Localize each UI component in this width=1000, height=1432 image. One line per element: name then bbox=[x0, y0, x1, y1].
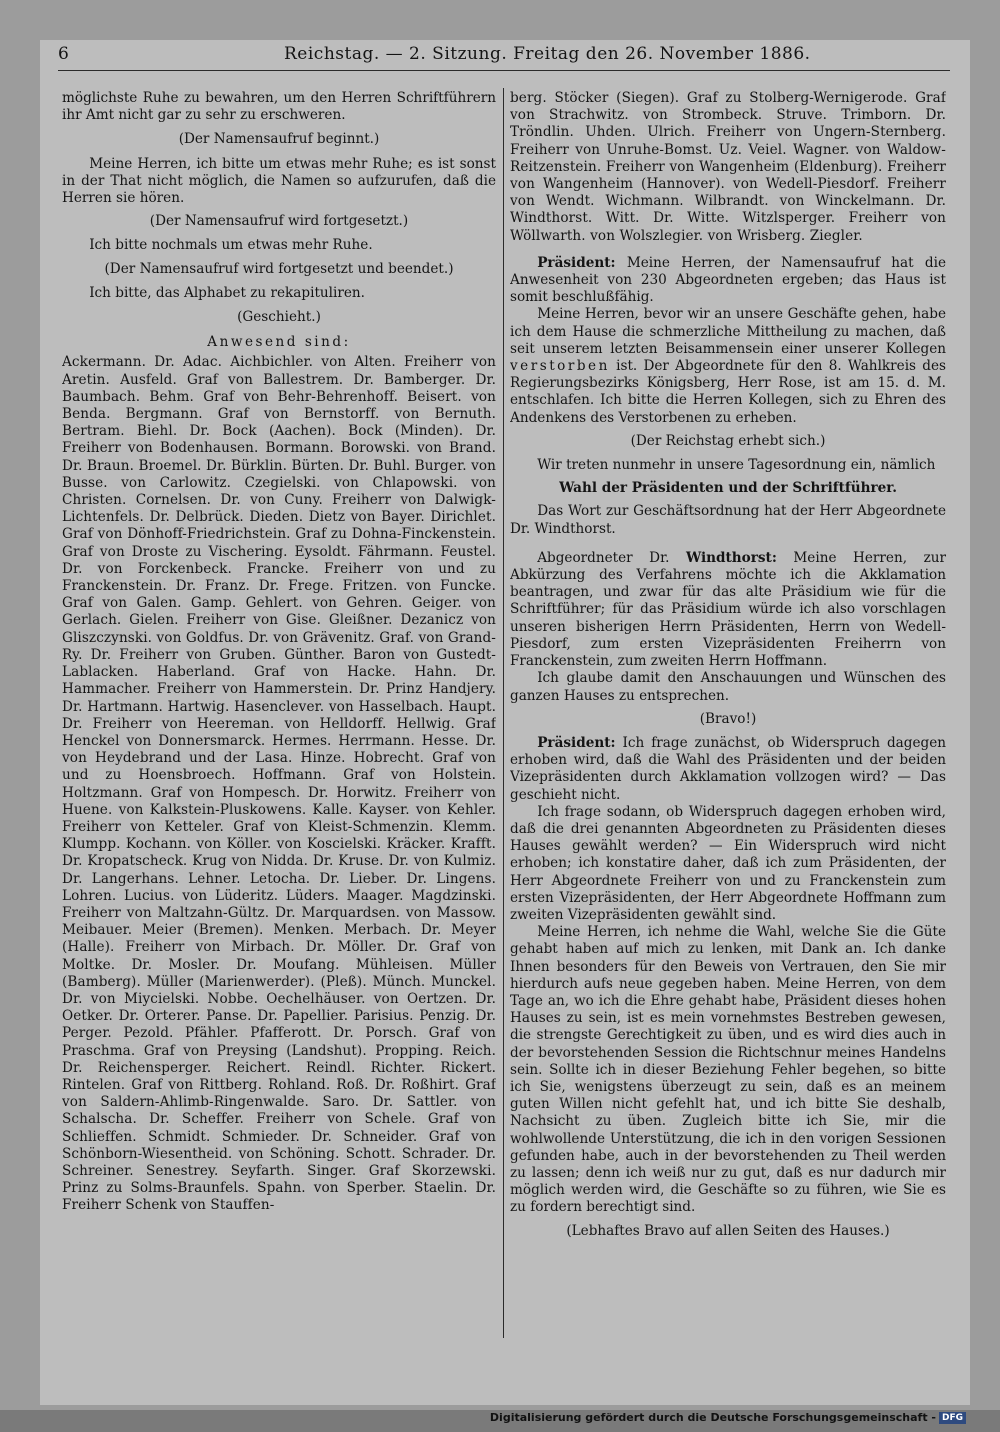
speech-text: Abgeordneter Dr. bbox=[537, 549, 686, 566]
column-divider bbox=[503, 88, 504, 1338]
speech-text: Meine Herren, bevor wir an unsere Geschäfte gehen, habe ich dem Hause die schmerzliche Mittheilung zu machen, daß seit unserem letzten Beisammensein einer unserer Kollegen bbox=[510, 306, 946, 357]
digitization-credit bbox=[490, 1411, 966, 1424]
header-rule bbox=[58, 70, 950, 71]
paragraph: Meine Herren, ich bitte um etwas mehr Ruhe; es ist sonst in der That nicht möglich, die Namen so aufzurufen, daß die Herren sie hören. bbox=[62, 155, 496, 207]
spaced-word: verstorben bbox=[510, 358, 610, 375]
member-roster-continued: berg. Stöcker (Siegen). Graf zu Stolberg-Wernigerode. Graf von Strachwitz. von Strombeck. Struve. Trimborn. Dr. Tröndlin. Uhden. Ulrich. Freiherr von Ungern-Sternberg. Freiherr von Unruhe-Bomst. Uz. Veiel. Wagner. von Waldow-Reitzenstein. Freiherr von Wangenheim (Eldenburg). Freiherr von Wangenheim (Hannover). von Wedell-Piesdorf. Freiherr von Wendt. Wichmann. Wilbrandt. von Winckelmann. Dr. Windthorst. Witt. Dr. Witte. Witzlsperger. Freiherr von Wöllwarth. von Wolszlegier. von Wrisberg. Ziegler. bbox=[510, 90, 946, 244]
stage-direction: (Der Reichstag erhebt sich.) bbox=[630, 432, 826, 449]
stage-direction: (Der Namensaufruf wird fortgesetzt.) bbox=[149, 213, 409, 230]
roster-heading: Anwesend sind: bbox=[207, 334, 351, 351]
paragraph: Ich bitte nochmals um etwas mehr Ruhe. bbox=[89, 237, 373, 254]
stage-direction: (Lebhaftes Bravo auf allen Seiten des Hauses.) bbox=[566, 1222, 890, 1239]
dfg-logo: DFG bbox=[939, 1412, 966, 1424]
running-title: Reichstag. — 2. Sitzung. Freitag den 26. November 1886. bbox=[284, 44, 811, 64]
paragraph bbox=[510, 735, 946, 804]
paragraph: Ich frage sodann, ob Widerspruch dagegen erhoben wird, daß die drei genannten Abgeordneten zu Präsidenten dieses Hauses gewählt werden? — Ein Widerspruch wird nicht erhoben; ich konstatire daher, daß ich zum Präsidenten, der Herr Abgeordnete Freiherr von und zu Franckenstein zum ersten Vizepräsidenten, der Herr Abgeordnete Hoffmann zum zweiten Vizepräsidenten gewählt sind. bbox=[510, 803, 946, 923]
paragraph: Das Wort zur Geschäftsordnung hat der Herr Abgeordnete Dr. Windthorst. bbox=[510, 503, 946, 537]
paragraph bbox=[510, 255, 946, 307]
member-roster: Ackermann. Dr. Adac. Aichbichler. von Alten. Freiherr von Aretin. Ausfeld. Graf von Ballestrem. Dr. Bamberger. Dr. Baumbach. Behm. Graf von Behr-Behrenhoff. Beisert. von Benda. Bergmann. Graf von Bernstorff. von Bernuth. Bertram. Biehl. Dr. Bock (Aachen). Bock (Minden). Dr. Freiherr von Bodenhausen. Bormann. Borowski. von Brand. Dr. Braun. Broemel. Dr. Bürklin. Bürten. Dr. Buhl. Burger. von Busse. von Carlowitz. Czegielski. von Chlapowski. von Christen. Cornelsen. Dr. von Cuny. Freiherr von Dalwigk-Lichtenfels. Dr. Delbrück. Dieden. Dietz von Bayer. Dirichlet. Graf von Dönhoff-Friedrichstein. Graf zu Dohna-Finckenstein. Graf von Droste zu Vischering. Eysoldt. Fährmann. Feustel. Dr. von Forckenbeck. Francke. Freiherr von und zu Franckenstein. Dr. Franz. Dr. Frege. Fritzen. von Funcke. Graf von Galen. Gamp. Gehlert. von Gehren. Geiger. von Gerlach. Gielen. Freiherr von Gise. Gleißner. Dezanicz von Gliszczynski. von Goldfus. Dr. von Grävenitz. Graf. von Grand-Ry. Dr. Freiherr von Gruben. Günther. Baron von Gustedt-Lablacken. Haberland. Graf von Hacke. Hahn. Dr. Hammacher. Freiherr von Hammerstein. Dr. Prinz Handjery. Dr. Hartmann. Hartwig. Hasenclever. von Hasselbach. Haupt. Dr. Freiherr von Heereman. von Helldorff. Hellwig. Graf Henckel von Donnersmarck. Hermes. Herrmann. Hesse. Dr. von Heydebrand und der Lasa. Hinze. Hobrecht. Graf von und zu Hoensbroech. Hoffmann. Graf von Holstein. Holtzmann. Graf von Hompesch. Dr. Horwitz. Freiherr von Huene. von Kalkstein-Pluskowens. Kalle. Kayser. von Kehler. Freiherr von Ketteler. Graf von Kleist-Schmenzin. Klemm. Klumpp. Kochann. von Köller. von Koscielski. Kräcker. Krafft. Dr. Kropatscheck. Krug von Nidda. Dr. Kruse. Dr. von Kulmiz. Dr. Langerhans. Lehner. Letocha. Dr. Lieber. Dr. Lingens. Lohren. Lucius. von Lüderitz. Lüders. Maager. Magdzinski. Freiherr von Maltzahn-Gültz. Dr. Marquardsen. von Massow. Meibauer. Meier (Bremen). Menken. Merbach. Dr. Meyer (Halle). Freiherr von Mirbach. Dr. Möller. Dr. Graf von Moltke. Dr. Mosler. Dr. Moufang. Mühleisen. Müller (Bamberg). Müller (Marienwerder). (Pleß). Münch. Munckel. Dr. von Miycielski. Nobbe. Oechelhäuser. von Oertzen. Dr. Oetker. Dr. Orterer. Panse. Dr. Papellier. Parisius. Penzig. Dr. Perger. Pezold. Pfähler. Pfafferott. Dr. Porsch. Graf von Praschma. Graf von Preysing (Landshut). Propping. Reich. Dr. Reichensperger. Reichert. Reindl. Richter. Rickert. Rintelen. Graf von Rittberg. Rohland. Roß. Dr. Roßhirt. Graf von Saldern-Ahlimb-Ringenwalde. Saro. Dr. Sattler. von Schalscha. Dr. Scheffer. Freiherr von Schele. Graf von Schlieffen. Schmidt. Schmieder. Dr. Schneider. Graf von Schönborn-Wiesentheid. von Schöning. Schott. Schrader. Dr. Schreiner. Senestrey. Seyfarth. Singer. Graf Skorzewski. Prinz zu Solms-Braunfels. Spahn. von Sperber. Staelin. Dr. Freiherr Schenk von Stauffen- bbox=[62, 354, 496, 1214]
speech-text: Ich frage zunächst, ob Widerspruch dagegen erhoben wird, daß die Wahl des Präsidenten und der beiden Vizepräsidenten durch Akklamation vollzogen wird? — Das geschieht nicht. bbox=[510, 734, 946, 803]
speech-text: ist. Der Abgeordnete für den 8. Wahlkreis des Regierungsbezirks Königsberg, Herr Rose, ist am 15. d. M. entschlafen. Ich bitte die Herren Kollegen, sich zu Ehren des Andenkens des Verstorbenen zu erheben. bbox=[510, 358, 946, 426]
stage-direction: (Der Namensaufruf beginnt.) bbox=[178, 131, 380, 148]
speech-text: Meine Herren, der Namensaufruf hat die Anwesenheit von 230 Abgeordneten ergeben; das Haus ist somit beschlußfähig. bbox=[510, 254, 946, 306]
paragraph bbox=[510, 306, 946, 426]
stage-direction: (Geschieht.) bbox=[237, 309, 321, 326]
stage-direction: (Bravo!) bbox=[699, 710, 757, 727]
left-column bbox=[62, 90, 496, 1350]
paragraph: Wir treten nunmehr in unsere Tagesordnung ein, nämlich bbox=[537, 457, 936, 474]
page-header bbox=[58, 44, 958, 70]
credit-text: Digitalisierung gefördert durch die Deutsche Forschungsgemeinschaft - bbox=[489, 1411, 936, 1424]
speech-text: Meine Herren, zur Abkürzung des Verfahrens möchte ich die Akklamation beantragen, und zwar für das alte Präsidium wie für die Schriftführer; für das Präsidium würde ich also vorschlagen unseren bisherigen Herrn Präsidenten, Herrn von Wedell-Piesdorf, zum ersten Vizepräsidenten Freiherrn von Franckenstein, zum zweiten Herrn Hoffmann. bbox=[510, 549, 946, 670]
paragraph: Ich bitte, das Alphabet zu rekapituliren. bbox=[89, 284, 365, 301]
speaker-name: Präsident: bbox=[537, 254, 616, 271]
page-number: 6 bbox=[58, 44, 70, 64]
paragraph bbox=[510, 550, 946, 670]
agenda-item-heading: Wahl der Präsidenten und der Schriftführer. bbox=[559, 480, 897, 497]
paragraph: Ich glaube damit den Anschauungen und Wünschen des ganzen Hauses zu entsprechen. bbox=[510, 670, 946, 704]
paragraph: Meine Herren, ich nehme die Wahl, welche Sie die Güte gehabt haben auf mich zu lenken, mit Dank an. Ich danke Ihnen besonders für den Beweis von Vertrauen, den Sie mir hierdurch aufs neue gegeben haben. Meine Herren, von dem Tage an, wo ich die Ehre gehabt habe, Präsident dieses hohen Hauses zu sein, ist es mein vornehmstes Bestreben gewesen, die strengste Gerechtigkeit zu üben, und es wird dies auch in der bevorstehenden Session die Richtschnur meines Handelns sein. Sollte ich in dieser Beziehung Fehler begehen, so bitte ich Sie, wenigstens überzeugt zu sein, daß es an meinem guten Willen nicht gefehlt hat, und ich bitte Sie deshalb, Nachsicht zu üben. Zugleich bitte ich Sie, mir die wohlwollende Unterstützung, die ich in den vorigen Sessionen gefunden habe, auch in der bevorstehenden zu Theil werden zu lassen; denn ich weiß nur zu gut, daß es nur dadurch mir möglich werden wird, die Geschäfte so zu führen, wie Sie es zu fordern berechtigt sind. bbox=[510, 924, 946, 1216]
speaker-name: Präsident: bbox=[537, 734, 616, 751]
paragraph: möglichste Ruhe zu bewahren, um den Herren Schriftführern ihr Amt nicht gar zu sehr zu erschweren. bbox=[62, 90, 496, 124]
speaker-name: Windthorst: bbox=[685, 549, 777, 566]
stage-direction: (Der Namensaufruf wird fortgesetzt und beendet.) bbox=[104, 260, 454, 277]
right-column bbox=[510, 90, 946, 1350]
